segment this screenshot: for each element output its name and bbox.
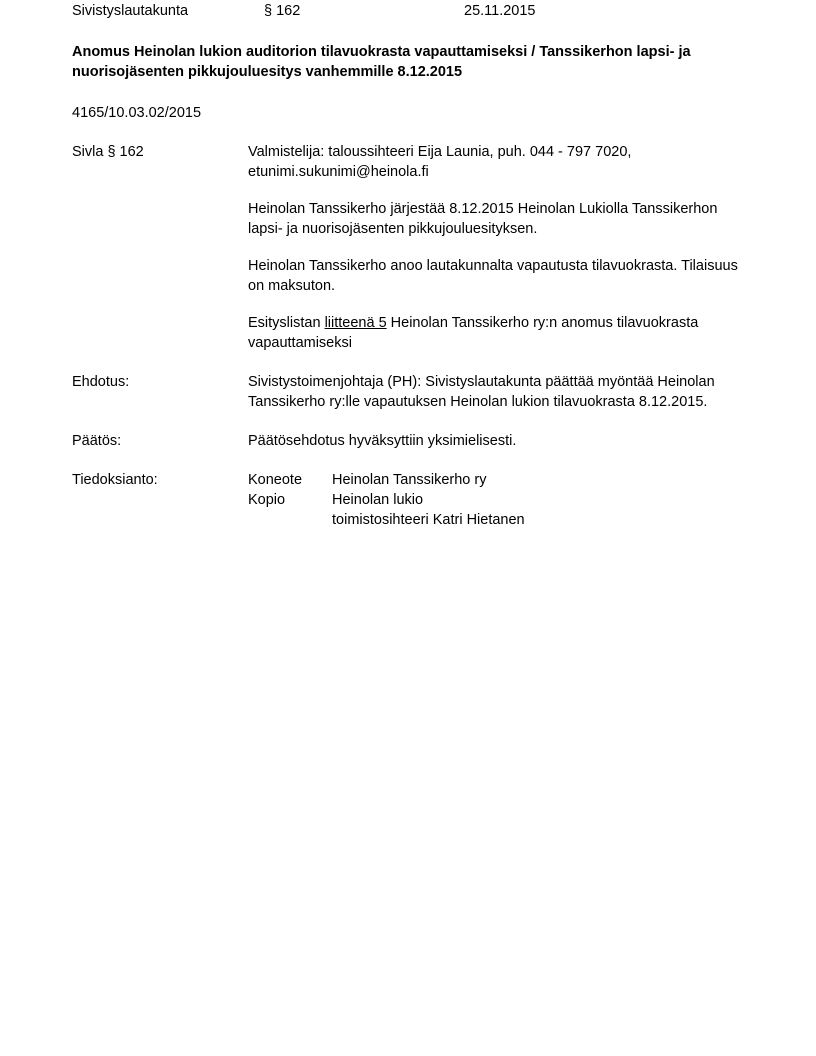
document-reference-number: 4165/10.03.02/2015 [72, 105, 202, 122]
distribution-key [248, 510, 332, 530]
section-label: Tiedoksianto: [72, 472, 158, 489]
header-organ: Sivistyslautakunta [72, 3, 189, 19]
section-sivla [72, 142, 756, 353]
paragraph-proposal: Sivistystoimenjohtaja (PH): Sivistyslautakunta päättää myöntää Heinolan Tanssikerho ry:lle vapautuksen Heinolan lukion tilavuokrasta 8.12.2015. [248, 374, 715, 411]
header-section-number: § 162 [264, 3, 301, 19]
section-body [248, 431, 748, 451]
distribution-key: Kopio [248, 492, 286, 509]
paragraph-event: Heinolan Tanssikerho järjestää 8.12.2015 Heinolan Lukiolla Tanssikerhon lapsi- ja nuorisojäsenten pikkujouluesityksen. [248, 201, 718, 238]
paragraph-request: Heinolan Tanssikerho anoo lautakunnalta vapautusta tilavuokrasta. Tilaisuus on maksuton. [248, 258, 738, 295]
distribution-value: toimistosihteeri Katri Hietanen [332, 512, 525, 529]
section-label: Sivla § 162 [72, 144, 144, 161]
distribution-key: Koneote [248, 472, 303, 489]
list-item [248, 490, 748, 510]
section-ehdotus [72, 372, 756, 412]
attachment-suffix: Heinolan Tanssikerho ry:n anomus tilavuokrasta vapauttamiseksi [248, 315, 699, 352]
distribution-list [248, 470, 748, 530]
distribution-value: Heinolan lukio [332, 492, 424, 509]
list-item [248, 470, 748, 490]
section-paatos [72, 431, 756, 451]
distribution-value: Heinolan Tanssikerho ry [332, 472, 487, 489]
header-date: 25.11.2015 [464, 3, 536, 19]
list-item [248, 510, 748, 530]
section-body [248, 372, 748, 412]
section-label: Päätös: [72, 433, 122, 450]
page-title: Anomus Heinolan lukion auditorion tilavuokrasta vapauttamiseksi / Tanssikerhon lapsi- ja nuorisojäsenten pikkujouluesitys vanhemmille 8.12.2015 [72, 44, 691, 80]
attachment-link[interactable]: liitteenä 5 [324, 315, 387, 332]
paragraph-decision: Päätösehdotus hyväksyttiin yksimielisesti. [248, 433, 517, 450]
paragraph-preparer: Valmistelija: taloussihteeri Eija Launia, puh. 044 - 797 7020, etunimi.sukunimi@heinola.fi [248, 144, 632, 181]
paragraph-attachment [248, 313, 748, 353]
section-label: Ehdotus: [72, 374, 130, 391]
section-tiedoksianto [72, 470, 756, 530]
section-body [248, 142, 748, 353]
document-header [72, 0, 756, 20]
attachment-prefix: Esityslistan [248, 315, 325, 332]
